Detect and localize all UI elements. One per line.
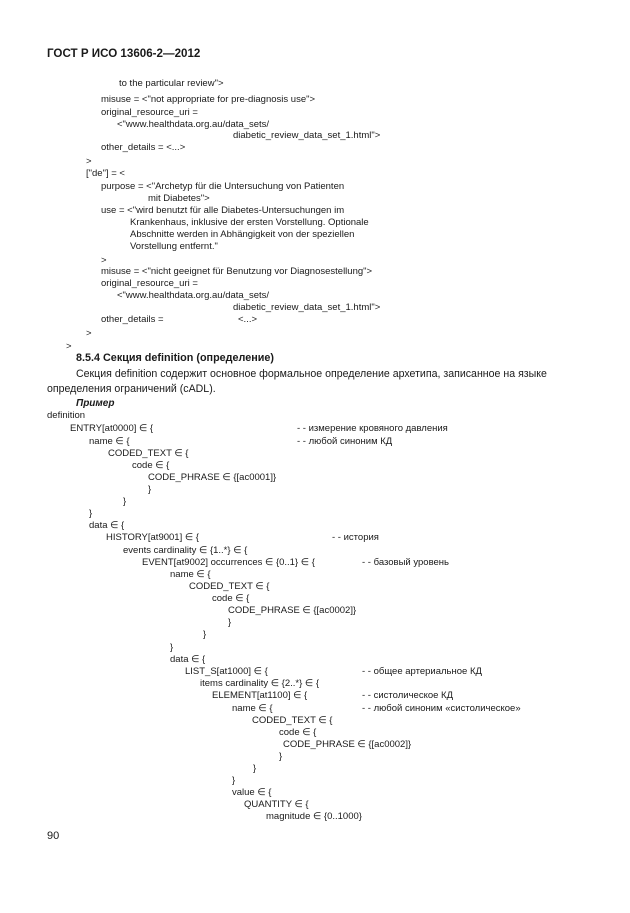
code-line: diabetic_review_data_set_1.html">: [233, 130, 381, 141]
code-line: data ∈ {: [170, 654, 206, 665]
example-label: Пример: [76, 398, 115, 409]
code-line: }: [148, 484, 152, 495]
code-line: HISTORY[at9001] ∈ {: [106, 532, 199, 543]
section-paragraph: Секция definition содержит основное формальное определение архетипа, записанное на языке определения ограничений (cADL).: [47, 368, 547, 396]
code-line: }: [123, 496, 127, 507]
code-line: }: [228, 617, 232, 628]
code-line: CODED_TEXT ∈ {: [189, 581, 270, 592]
code-line: other_details =: [101, 314, 164, 325]
code-comment: - - история: [332, 532, 379, 543]
code-line: LIST_S[at1000] ∈ {: [185, 666, 268, 677]
code-line: }: [253, 763, 257, 774]
code-line: Vorstellung entfernt.": [130, 241, 218, 252]
code-line: ["de"] = <: [86, 168, 125, 179]
code-line: code ∈ {: [279, 727, 317, 738]
code-line: }: [203, 629, 207, 640]
code-line: CODE_PHRASE ∈ {[ac0001]}: [148, 472, 277, 483]
code-comment: - - измерение кровяного давления: [297, 423, 448, 434]
code-line: EVENT[at9002] occurrences ∈ {0..1} ∈ {: [142, 557, 315, 568]
code-line: name ∈ {: [89, 436, 130, 447]
code-line: }: [170, 642, 174, 653]
code-line: magnitude ∈ {0..1000}: [266, 811, 362, 822]
code-line: use = <"wird benutzt für alle Diabetes-Untersuchungen im: [101, 205, 345, 216]
code-line: mit Diabetes">: [148, 193, 210, 204]
code-line: name ∈ {: [170, 569, 211, 580]
code-line: items cardinality ∈ {2..*} ∈ {: [200, 678, 319, 689]
code-line: CODE_PHRASE ∈ {[ac0002]}: [283, 739, 412, 750]
code-comment: - - любой синоним «систолическое»: [362, 703, 521, 714]
code-line: Abschnitte werden in Abhängigkeit von der speziellen: [130, 229, 355, 240]
code-line: ENTRY[at0000] ∈ {: [70, 423, 154, 434]
code-comment: - - общее артериальное КД: [362, 666, 482, 677]
code-line: <"www.healthdata.org.au/data_sets/: [117, 290, 270, 301]
code-line: CODED_TEXT ∈ {: [252, 715, 333, 726]
document-header: ГОСТ Р ИСО 13606-2—2012: [47, 47, 201, 60]
code-comment: - - систолическое КД: [362, 690, 454, 701]
code-line: data ∈ {: [89, 520, 125, 531]
code-line: code ∈ {: [212, 593, 250, 604]
code-line: QUANTITY ∈ {: [244, 799, 309, 810]
code-line: }: [279, 751, 283, 762]
code-line: other_details = <...>: [101, 142, 186, 153]
code-comment: - - базовый уровень: [362, 557, 449, 568]
code-line: }: [89, 508, 93, 519]
code-line: misuse = <"nicht geeignet für Benutzung vor Diagnosestellung">: [101, 266, 373, 277]
code-line: ELEMENT[at1100] ∈ {: [212, 690, 308, 701]
code-line: to the particular review">: [119, 78, 224, 89]
code-line: code ∈ {: [132, 460, 170, 471]
code-line: Krankenhaus, inklusive der ersten Vorstellung. Optionale: [130, 217, 369, 228]
code-line: >: [101, 255, 107, 266]
code-line: }: [232, 775, 236, 786]
code-comment: - - любой синоним КД: [297, 436, 393, 447]
code-line: original_resource_uri =: [101, 107, 198, 118]
code-line: purpose = <"Archetyp für die Untersuchung von Patienten: [101, 181, 345, 192]
code-line: <"www.healthdata.org.au/data_sets/: [117, 119, 270, 130]
code-line: definition: [47, 410, 86, 421]
code-line: events cardinality ∈ {1..*} ∈ {: [123, 545, 248, 556]
page-number: 90: [47, 830, 60, 842]
code-line: >: [66, 341, 72, 352]
code-line: <...>: [238, 314, 258, 325]
code-line: >: [86, 328, 92, 339]
code-line: value ∈ {: [232, 787, 272, 798]
code-line: misuse = <"not appropriate for pre-diagnosis use">: [101, 94, 316, 105]
code-line: CODED_TEXT ∈ {: [108, 448, 189, 459]
code-line: CODE_PHRASE ∈ {[ac0002]}: [228, 605, 357, 616]
section-heading: 8.5.4 Секция definition (определение): [76, 352, 275, 364]
code-line: diabetic_review_data_set_1.html">: [233, 302, 381, 313]
code-line: original_resource_uri =: [101, 278, 198, 289]
code-line: name ∈ {: [232, 703, 273, 714]
code-line: >: [86, 156, 92, 167]
